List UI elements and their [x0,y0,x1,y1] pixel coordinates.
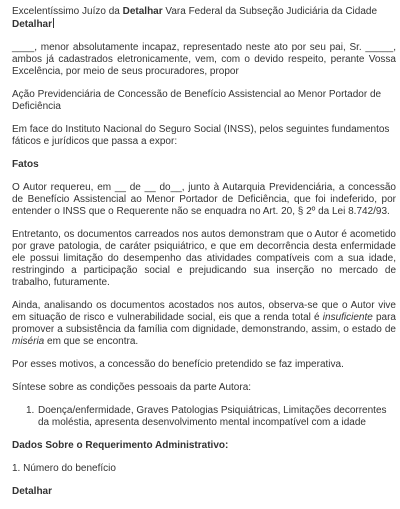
document-page [12,6,396,509]
fatos-paragraph-3 [12,300,396,348]
fatos-p3-emphasis-2: miséria [12,336,45,347]
fatos-paragraph-2: Entretanto, os documentos carreados nos autos demonstram que o Autor é acometido por grave patologia, de caráter psiquiátrico, e que em decorrência desta enfermidade ele possui limitação do desempenho das atividades compatíveis com a sua idade, restringindo a participação social e prejudicando sua inserção no mercado de trabalho, futuramente. [12,229,396,288]
fatos-p3-part2: para promover a subsistência da família com dignidade, demonstrando, assim, o estado de [12,312,396,335]
against-paragraph: Em face do Instituto Nacional do Seguro Social (INSS), pelos seguintes fundamentos fáticos e jurídicos que passa a expor: [12,124,390,147]
requerimento-item: 1. Número do benefício [12,463,116,474]
detalhar-field-2[interactable]: Detalhar [12,19,53,30]
fatos-heading: Fatos [12,159,39,170]
sintese-item-text: Doença/enfermidade, Graves Patologias Psiquiátricas, Limitações decorrentes da moléstia, apresenta desenvolvimento mental incompatível com a idade [38,405,387,428]
detalhar-footer[interactable]: Detalhar [12,486,53,497]
sintese-item-number: 1. [26,405,35,416]
fatos-p3-part1: Ainda, analisando os documentos acostados nos autos, observa-se que o Autor vive em situação de risco e vulnerabilidade social, eis que a renda total é [12,300,396,323]
court-address [12,6,396,31]
intro-paragraph: ____, menor absolutamente incapaz, representado neste ato por seu pai, Sr. _____, ambos já cadastrados eletronicamente, vem, com o devido respeito, perante Vossa Excelência, por meio de seus procuradores, propor [12,42,396,77]
fatos-paragraph-4: Por esses motivos, a concessão do benefício pretendido se faz imperativa. [12,359,344,370]
action-title: Ação Previdenciária de Concessão de Benefício Assistencial ao Menor Portador de Deficiência [12,89,382,112]
sintese-intro: Síntese sobre as condições pessoais da parte Autora: [12,382,252,393]
requerimento-heading: Dados Sobre o Requerimento Administrativo: [12,440,229,451]
court-address-middle: Vara Federal da Subseção Judiciária da Cidade [162,6,378,17]
text-cursor [53,18,54,28]
sintese-list-item [12,405,396,429]
fatos-paragraph-1: O Autor requereu, em __ de __ do__, junto à Autarquia Previdenciária, a concessão de Benefício Assistencial ao Menor Portador de Deficiência, que foi indeferido, por entender o INSS que o Requerente não se enquadra no Art. 20, § 2º da Lei 8.742/93. [12,182,396,217]
fatos-p3-emphasis-1: insuficiente [322,312,373,323]
court-address-prefix: Excelentíssimo Juízo da [12,6,123,17]
detalhar-field-1[interactable]: Detalhar [122,6,163,17]
fatos-p3-part3: em que se encontra. [44,336,139,347]
